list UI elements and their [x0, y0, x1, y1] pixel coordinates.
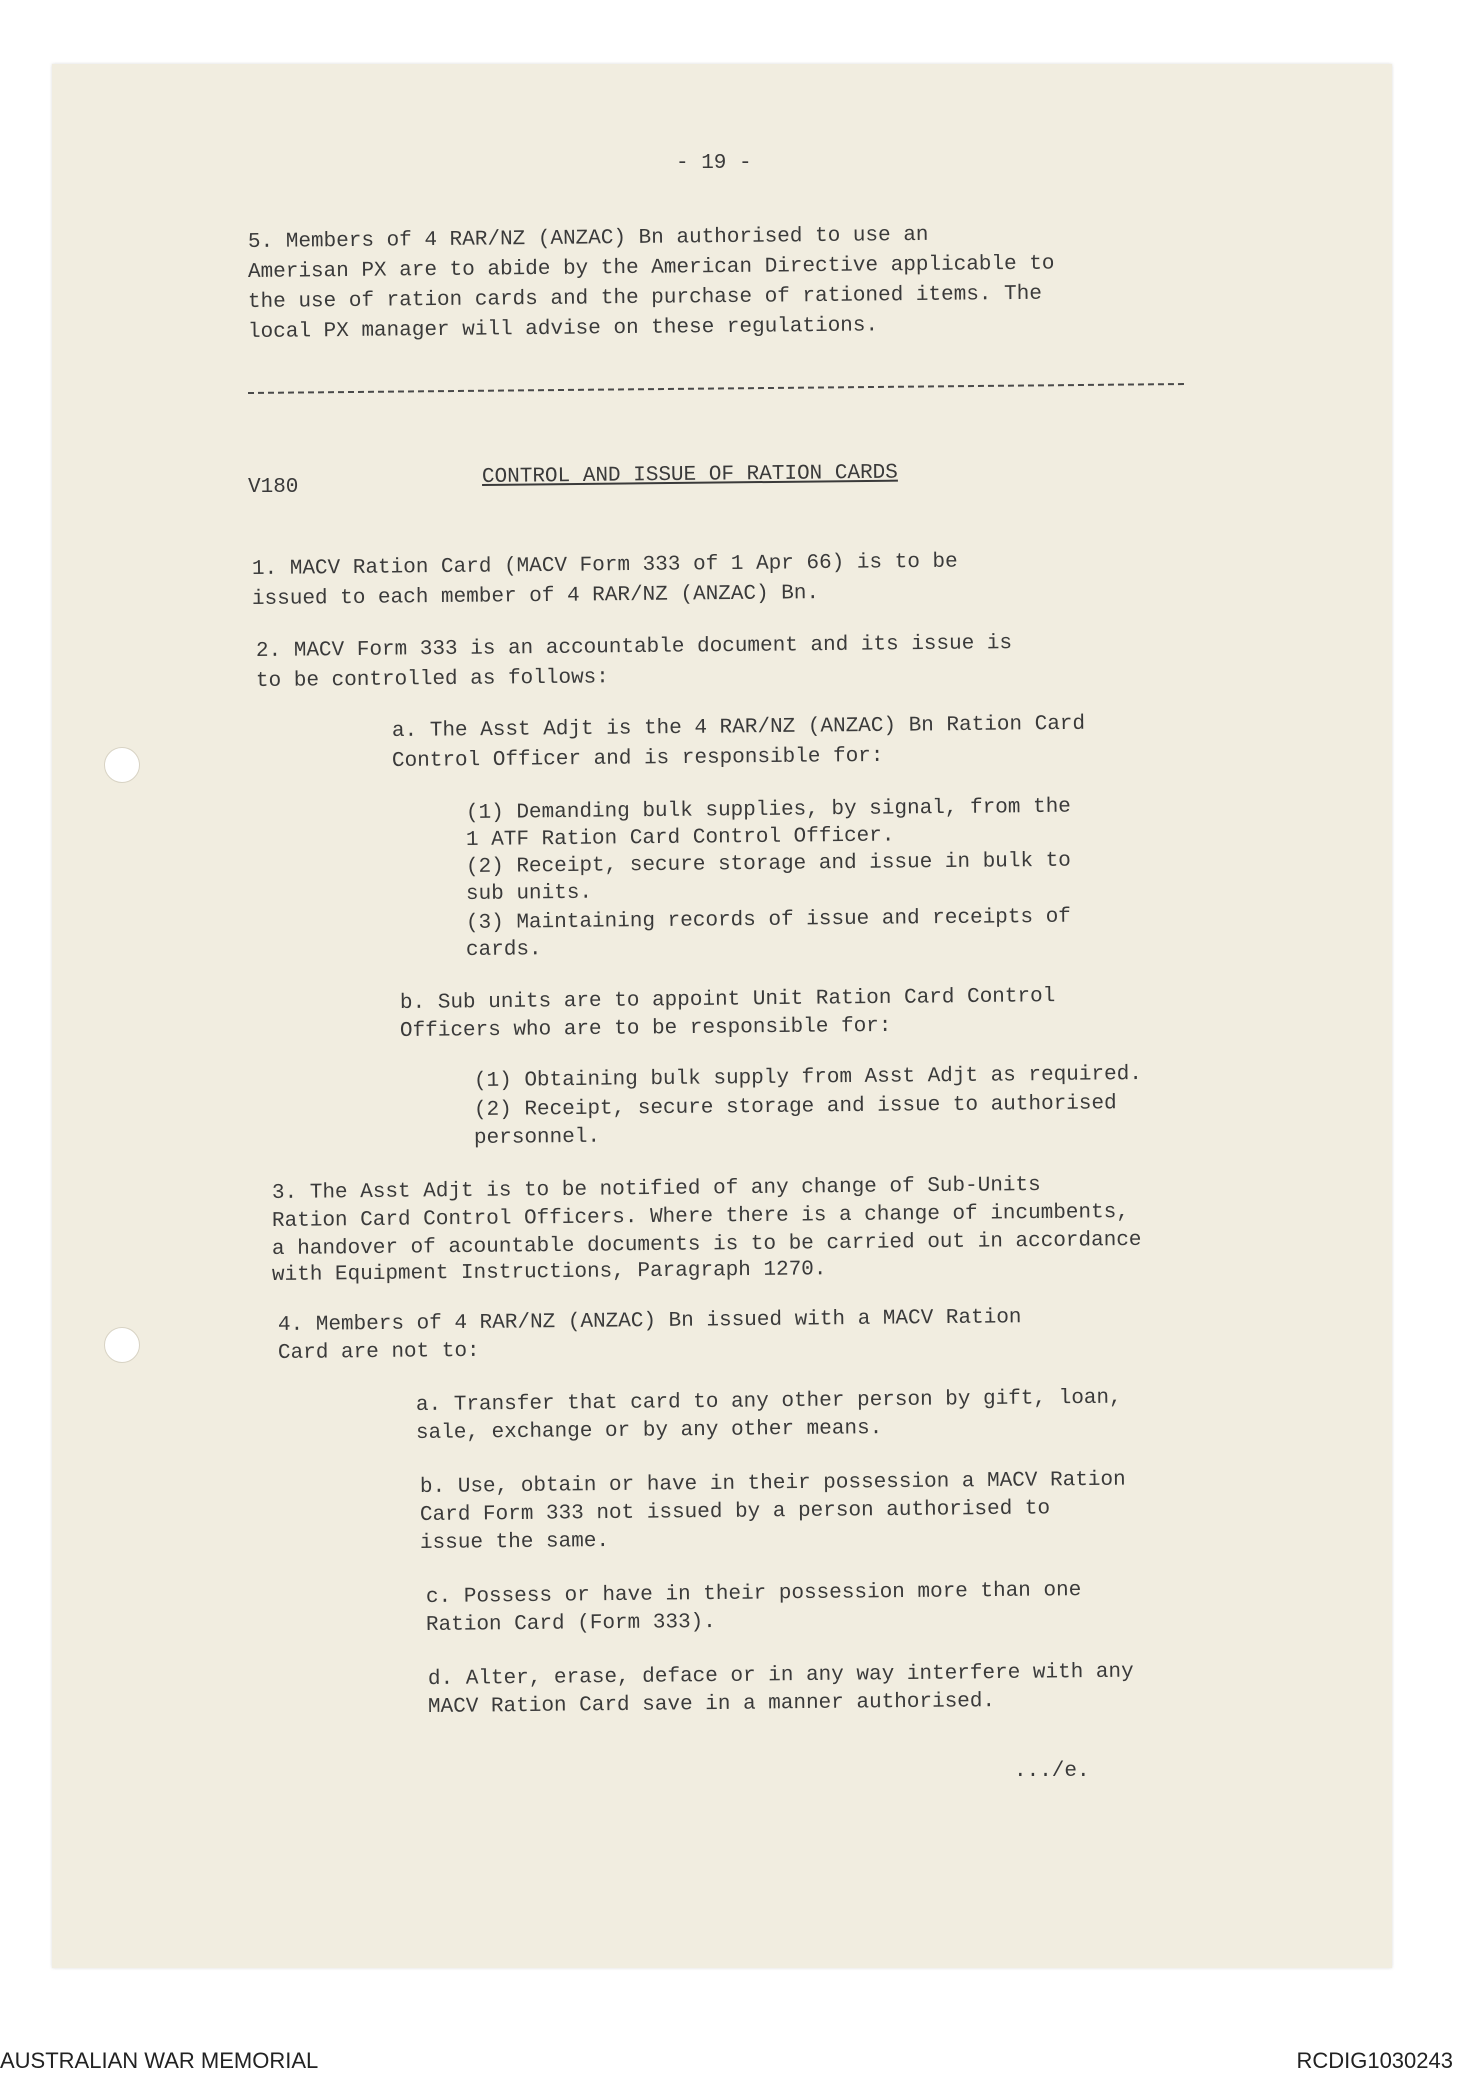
footer-source: AUSTRALIAN WAR MEMORIAL	[0, 2048, 319, 2073]
para2a-item-line: 1 ATF Ration Card Control Officer.	[465, 824, 895, 852]
section-title: CONTROL AND ISSUE OF RATION CARDS	[481, 461, 898, 489]
para2b-item-line: (2) Receipt, secure storage and issue to authorised	[473, 1092, 1117, 1122]
para4-item-line: Card Form 333 not issued by a person authorised to	[419, 1497, 1051, 1527]
para4-item-line: d. Alter, erase, deface or in any way interfere with any	[427, 1660, 1134, 1691]
para3-line: a handover of acountable documents is to be carried out in accordance	[271, 1228, 1142, 1261]
para2b-line: Officers who are to be responsible for:	[399, 1014, 892, 1043]
para4-line: 4. Members of 4 RAR/NZ (ANZAC) Bn issued with a MACV Ration	[277, 1306, 1022, 1337]
para4-item-line: a. Transfer that card to any other person by gift, loan,	[415, 1386, 1122, 1417]
para4-item-line: c. Possess or have in their possession more than one	[425, 1579, 1082, 1609]
para4-item-line: b. Use, obtain or have in their possession a MACV Ration	[419, 1468, 1126, 1499]
para3-line: with Equipment Instructions, Paragraph 1270.	[271, 1258, 827, 1287]
para2a-item-line: (1) Demanding bulk supplies, by signal, from the	[465, 795, 1071, 825]
section-code: V180	[248, 476, 299, 499]
para2b-line: b. Sub units are to appoint Unit Ration Card Control	[399, 985, 1056, 1015]
para3-line: Ration Card Control Officers. Where there is a change of incumbents,	[271, 1201, 1130, 1233]
para4-item-line: Ration Card (Form 333).	[425, 1610, 716, 1637]
para2a-line: a. The Asst Adjt is the 4 RAR/NZ (ANZAC) Bn Ration Card	[391, 712, 1086, 743]
para4-line: Card are not to:	[277, 1339, 480, 1365]
para4-item-line: issue the same.	[419, 1530, 610, 1555]
para5-line: the use of ration cards and the purchase of rationed items. The	[247, 282, 1043, 314]
para2a-item-line: (2) Receipt, secure storage and issue in bulk to	[465, 849, 1071, 879]
punch-hole-top	[104, 747, 140, 783]
para1-line: issued to each member of 4 RAR/NZ (ANZAC) Bn.	[251, 582, 820, 611]
footer-id: RCDIG1030243	[1296, 2048, 1453, 2073]
para1-line: 1. MACV Ration Card (MACV Form 333 of 1 Apr 66) is to be	[251, 550, 958, 581]
para2a-item-line: cards.	[465, 938, 542, 962]
para2a-line: Control Officer and is responsible for:	[391, 744, 884, 773]
continuation-mark: .../e.	[1014, 1760, 1090, 1783]
para2-line: 2. MACV Form 333 is an accountable document and its issue is	[255, 632, 1013, 663]
para5-line: local PX manager will advise on these regulations.	[247, 314, 879, 344]
page-number: - 19 -	[676, 152, 752, 175]
para3-line: 3. The Asst Adjt is to be notified of any change of Sub-Units	[271, 1173, 1041, 1205]
para2b-item-line: personnel.	[473, 1125, 601, 1150]
para2a-item-line: (3) Maintaining records of issue and receipts of	[465, 905, 1071, 935]
para2a-item-line: sub units.	[465, 881, 593, 906]
para2-line: to be controlled as follows:	[255, 666, 609, 693]
para2b-item-line: (1) Obtaining bulk supply from Asst Adjt as required.	[473, 1063, 1143, 1093]
para4-item-line: MACV Ration Card save in a manner authorised.	[427, 1690, 996, 1719]
para5-line: 5. Members of 4 RAR/NZ (ANZAC) Bn authorised to use an	[247, 223, 929, 254]
para4-item-line: sale, exchange or by any other means.	[415, 1417, 883, 1445]
punch-hole-bottom	[104, 1327, 140, 1363]
para5-line: Amerisan PX are to abide by the American Directive applicable to	[247, 252, 1055, 284]
